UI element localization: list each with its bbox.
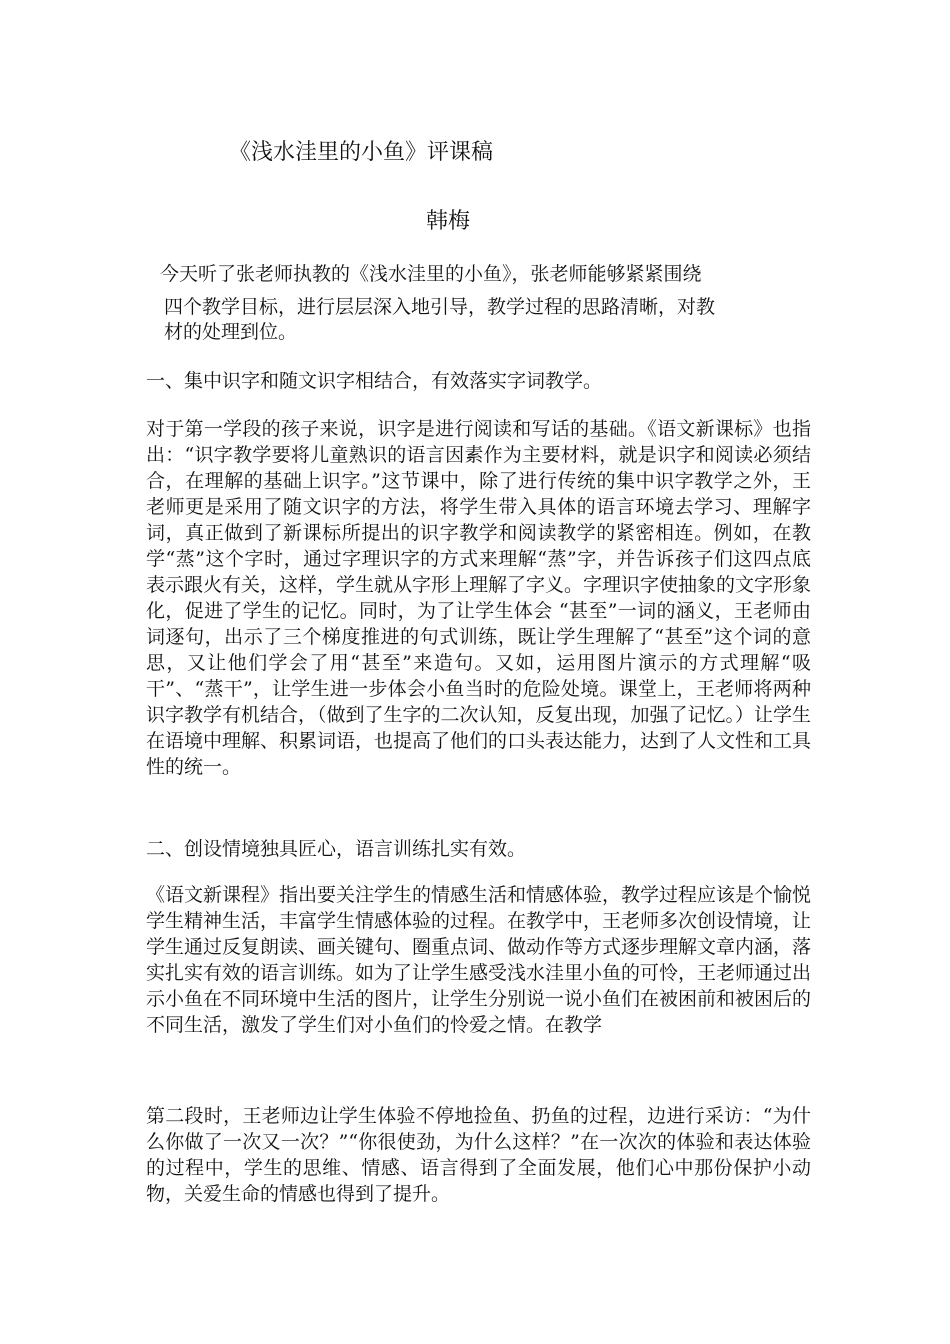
intro-line: 四个教学目标，进行层层深入地引导，教学过程的思路清晰，对教	[164, 296, 716, 318]
section-2-heading: 二、创设情境独具匠心，语言训练扎实有效。	[146, 838, 527, 860]
section-2-paragraph: 《语文新课程》指出要关注学生的情感生活和情感体验，教学过程应该是个愉悦学生精神生活，丰富学生情感体验的过程。在教学中，王老师多次创设情境，让学生通过反复朗读、画关键句、圈重点词、做动作等方式逐步理解文章内涵，落实扎实有效的语言训练。如为了让学生感受浅水洼里小鱼的可怜，王老师通过出示小鱼在不同环境中生活的图片，让学生分别说一说小鱼们在被困前和被困后的不同生活，激发了学生们对小鱼们的怜爱之情。在教学	[146, 884, 812, 1036]
intro-paragraph	[160, 258, 810, 349]
intro-line: 今天听了张老师执教的《浅水洼里的小鱼》，张老师能够紧紧围绕	[160, 263, 702, 285]
author-name: 韩梅	[426, 209, 471, 234]
section-1-heading: 一、集中识字和随文识字相结合，有效落实字词教学。	[146, 370, 603, 392]
document-title: 《浅水洼里的小鱼》评课稿	[229, 140, 494, 165]
section-2-paragraph-continued: 第二段时，王老师边让学生体验不停地捡鱼、扔鱼的过程，边进行采访：“为什么你做了一次又一次？”“你很使劲，为什么这样？”在一次次的体验和表达体验的过程中，学生的思维、情感、语言得到了全面发展，他们心中那份保护小动物，关爱生命的情感也得到了提升。	[146, 1105, 811, 1205]
intro-line: 材的处理到位。	[164, 321, 298, 343]
section-1-paragraph: 对于第一学段的孩子来说，识字是进行阅读和写话的基础。《语文新课标》也指出：“识字教学要将儿童熟识的语言因素作为主要材料，就是识字和阅读必须结合，在理解的基础上识字。”这节课中，除了进行传统的集中识字教学之外，王老师更是采用了随文识字的方法，将学生带入具体的语言环境去学习、理解字词，真正做到了新课标所提出的识字教学和阅读教学的紧密相连。例如，在教学“蒸”这个字时，通过字理识字的方式来理解“蒸”字，并告诉孩子们这四点底表示跟火有关，这样，学生就从字形上理解了字义。字理识字使抽象的文字形象化，促进了学生的记忆。同时，为了让学生体会 “甚至”一词的涵义，王老师由词逐句，出示了三个梯度推进的句式训练，既让学生理解了“甚至”这个词的意思，又让他们学会了用“甚至”来造句。又如，运用图片演示的方式理解“吸干”、“蒸干”，让学生进一步体会小鱼当时的危险处境。课堂上，王老师将两种识字教学有机结合，（做到了生字的二次认知，反复出现，加强了记忆。）让学生在语境中理解、积累词语，也提高了他们的口头表达能力，达到了人文性和工具性的统一。	[146, 418, 812, 778]
